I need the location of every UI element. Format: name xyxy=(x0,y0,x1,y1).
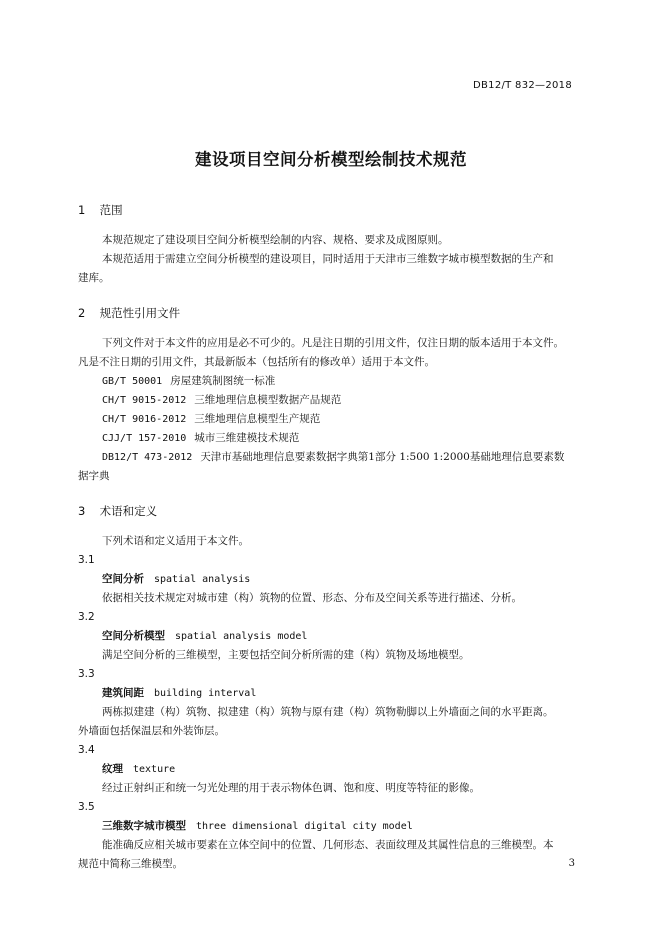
reference-code: CH/T 9016-2012 xyxy=(102,414,187,425)
paragraph: 下列文件对于本文件的应用是必不可少的。凡是注日期的引用文件，仅注日期的版本适用于本文件。 xyxy=(102,337,564,349)
reference-code: DB12/T 473-2012 xyxy=(102,452,193,463)
term-definition: 满足空间分析的三维模型，主要包括空间分析所需的建（构）筑物及场地模型。 xyxy=(102,649,470,661)
reference-title: 房屋建筑制图统一标准 xyxy=(170,375,276,387)
term-english: spatial analysis model xyxy=(175,631,308,642)
term-definition: 经过正射纠正和统一匀光处理的用于表示物体色调、饱和度、明度等特征的影像。 xyxy=(102,782,480,794)
term-chinese: 纹理 xyxy=(102,763,123,775)
term-english: building interval xyxy=(154,688,257,699)
term-definition: 能准确反应相关城市要素在立体空间中的位置、几何形态、表面纹理及其属性信息的三维模型。本 xyxy=(102,839,554,851)
term-entry xyxy=(102,817,413,836)
term-entry xyxy=(102,627,307,646)
term-number: 3.4 xyxy=(78,744,95,756)
section-2-heading xyxy=(78,305,180,321)
reference-code: CJJ/T 157-2010 xyxy=(102,433,187,444)
section-1-heading xyxy=(78,202,123,218)
term-english: texture xyxy=(133,764,176,775)
reference-item xyxy=(102,448,564,467)
paragraph: 下列术语和定义适用于本文件。 xyxy=(102,535,249,547)
reference-item xyxy=(102,391,341,410)
reference-code: GB/T 50001 xyxy=(102,376,163,387)
term-number: 3.3 xyxy=(78,668,95,680)
term-definition: 依据相关技术规定对城市建（构）筑物的位置、形态、分布及空间关系等进行描述、分析。 xyxy=(102,592,522,604)
term-english: three dimensional digital city model xyxy=(196,821,413,832)
term-definition-continuation: 规范中简称三维模型。 xyxy=(78,858,183,870)
reference-item xyxy=(102,372,275,391)
reference-item xyxy=(102,410,320,429)
section-3-heading xyxy=(78,503,157,519)
paragraph: 本规范规定了建设项目空间分析模型绘制的内容、规格、要求及成图原则。 xyxy=(102,234,449,246)
reference-title: 天津市基础地理信息要素数据字典第1部分 1:500 1:2000基础地理信息要素数 xyxy=(200,451,565,463)
section-title: 范围 xyxy=(99,203,123,217)
paragraph-continuation: 建库。 xyxy=(78,272,110,284)
term-chinese: 空间分析模型 xyxy=(102,630,165,642)
page-title: 建设项目空间分析模型绘制技术规范 xyxy=(195,150,467,169)
section-number: 1 xyxy=(78,203,86,217)
term-definition: 两栋拟建建（构）筑物、拟建建（构）筑物与原有建（构）筑物勒脚以上外墙面之间的水平距离。 xyxy=(102,706,554,718)
term-number: 3.2 xyxy=(78,611,95,623)
section-number: 3 xyxy=(78,504,86,518)
paragraph: 本规范适用于需建立空间分析模型的建设项目，同时适用于天津市三维数字城市模型数据的生产和 xyxy=(102,253,554,265)
term-chinese: 三维数字城市模型 xyxy=(102,820,186,832)
reference-item xyxy=(102,429,299,448)
page-number: 3 xyxy=(568,858,575,869)
reference-title: 城市三维建模技术规范 xyxy=(194,432,300,444)
term-definition-continuation: 外墙面包括保温层和外装饰层。 xyxy=(78,725,225,737)
term-number: 3.5 xyxy=(78,801,95,813)
paragraph-continuation: 凡是不注日期的引用文件，其最新版本（包括所有的修改单）适用于本文件。 xyxy=(78,356,435,368)
document-id: DB12/T 832—2018 xyxy=(473,80,572,91)
term-english: spatial analysis xyxy=(154,574,251,585)
term-number: 3.1 xyxy=(78,554,95,566)
term-chinese: 空间分析 xyxy=(102,573,144,585)
reference-title: 三维地理信息模型数据产品规范 xyxy=(194,394,342,406)
section-title: 规范性引用文件 xyxy=(99,306,181,320)
term-entry xyxy=(102,570,250,589)
section-title: 术语和定义 xyxy=(99,504,158,518)
section-number: 2 xyxy=(78,306,86,320)
reference-title: 三维地理信息模型生产规范 xyxy=(194,413,321,425)
term-entry xyxy=(102,684,256,703)
term-chinese: 建筑间距 xyxy=(102,687,144,699)
reference-continuation: 据字典 xyxy=(78,470,110,482)
term-entry xyxy=(102,760,175,779)
reference-code: CH/T 9015-2012 xyxy=(102,395,187,406)
